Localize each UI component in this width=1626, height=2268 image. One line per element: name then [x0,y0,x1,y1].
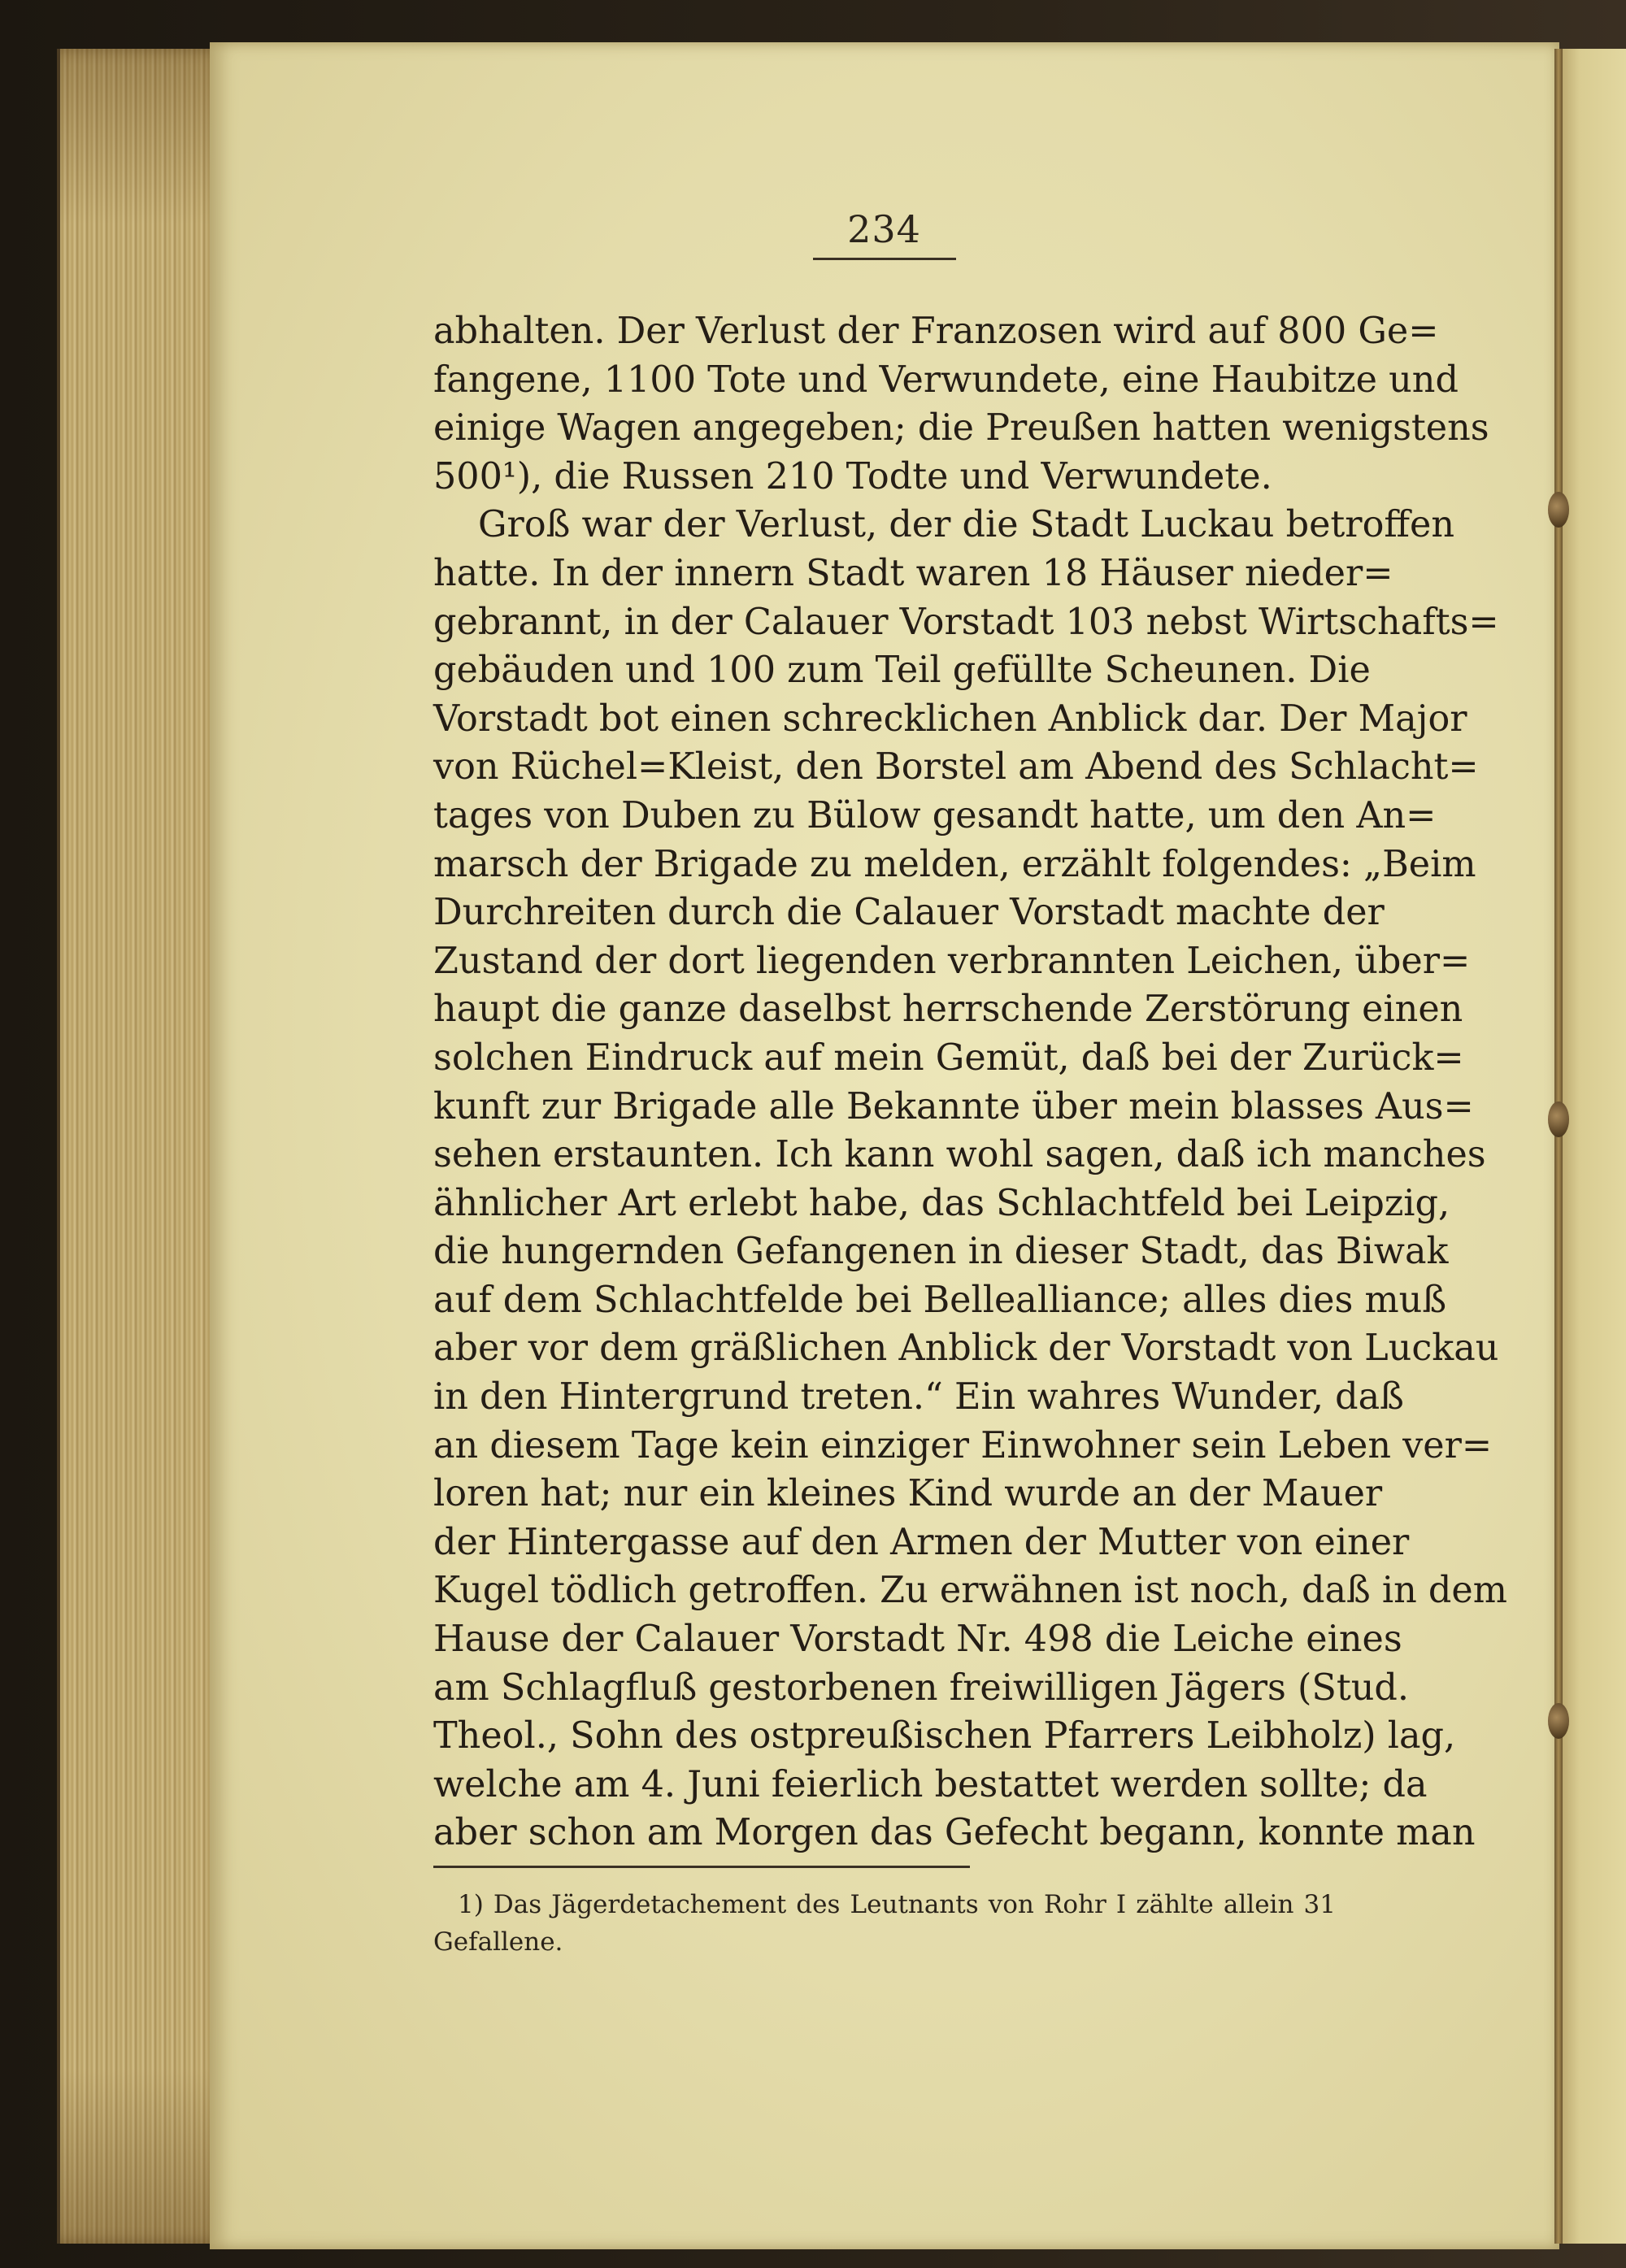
text-line: auf dem Schlachtfelde bei Bellealliance; alles dies muß [433,1279,1447,1321]
footnote-rule [433,1866,970,1868]
facing-page-sliver [1559,49,1626,2244]
text-line: Durchreiten durch die Calauer Vorstadt machte der [433,892,1385,934]
text-line: aber schon am Morgen das Gefecht begann, konnte man [433,1812,1476,1854]
binding-knot-icon [1548,1101,1569,1137]
text-line: Zustand der dort liegenden verbrannten Leichen, über= [433,940,1471,982]
text-line: loren hat; nur ein kleines Kind wurde an der Mauer [433,1473,1383,1515]
header-rule [813,258,956,260]
text-line: gebrannt, in der Calauer Vorstadt 103 nebst Wirtschafts= [433,601,1499,643]
text-line: solchen Eindruck auf mein Gemüt, daß bei der Zurück= [433,1036,1464,1079]
text-line: am Schlagfluß gestorbenen freiwilligen Jägers (Stud. [433,1666,1410,1709]
text-line: welche am 4. Juni feierlich bestattet werden sollte; da [433,1763,1428,1805]
binding-knot-icon [1548,492,1569,528]
text-line: in den Hintergrund treten.“ Ein wahres Wunder, daß [433,1376,1404,1419]
text-line: an diesem Tage kein einziger Einwohner sein Leben ver= [433,1424,1493,1466]
page-number: 234 [847,207,921,251]
text-line: von Rüchel=Kleist, den Borstel am Abend des Schlacht= [433,746,1479,789]
text-line: Kugel tödlich getroffen. Zu erwähnen ist noch, daß in dem [433,1570,1507,1612]
book-page-edges [57,49,227,2244]
text-line: haupt die ganze daselbst herrschende Zerstörung einen [433,988,1463,1031]
text-line: kunft zur Brigade alle Bekannte über mein blasses Aus= [433,1085,1474,1127]
body-text [433,307,1507,1857]
text-line: abhalten. Der Verlust der Franzosen wird auf 800 Ge= [433,311,1439,352]
footnote-line: Gefallene. [433,1927,563,1957]
binding-knot-icon [1548,1703,1569,1739]
text-line: Groß war der Verlust, der die Stadt Luckau betroffen [478,504,1454,546]
text-line: aber vor dem gräßlichen Anblick der Vorstadt von Luckau [433,1327,1499,1370]
text-line: 500¹), die Russen 210 Todte und Verwundete. [433,455,1272,497]
text-line: Hause der Calauer Vorstadt Nr. 498 die Leiche eines [433,1618,1402,1661]
text-line: der Hintergasse auf den Armen der Mutter von einer [433,1521,1410,1563]
footnotes [433,1886,1336,1961]
text-line: hatte. In der innern Stadt waren 18 Häuser nieder= [433,552,1393,594]
text-line: ähnlicher Art erlebt habe, das Schlachtfeld bei Leipzig, [433,1182,1450,1224]
text-line: einige Wagen angegeben; die Preußen hatten wenigstens [433,407,1489,450]
text-line: marsch der Brigade zu melden, erzählt folgendes: „Beim [433,843,1476,885]
text-line: die hungernden Gefangenen in dieser Stadt, das Biwak [433,1231,1449,1273]
binding-thread [1554,49,1563,2244]
text-line: tages von Duben zu Bülow gesandt hatte, um den An= [433,794,1437,836]
text-line: Vorstadt bot einen schrecklichen Anblick dar. Der Major [433,697,1467,740]
text-line: gebäuden und 100 zum Teil gefüllte Scheunen. Die [433,650,1371,692]
text-line: Theol., Sohn des ostpreußischen Pfarrers Leibholz) lag, [433,1715,1456,1757]
text-line: sehen erstaunten. Ich kann wohl sagen, daß ich manches [433,1134,1486,1176]
footnote-line: 1) Das Jägerdetachement des Leutnants von Rohr I zählte allein 31 [458,1890,1336,1919]
text-line: fangene, 1100 Tote und Verwundete, eine Haubitze und [433,358,1459,401]
